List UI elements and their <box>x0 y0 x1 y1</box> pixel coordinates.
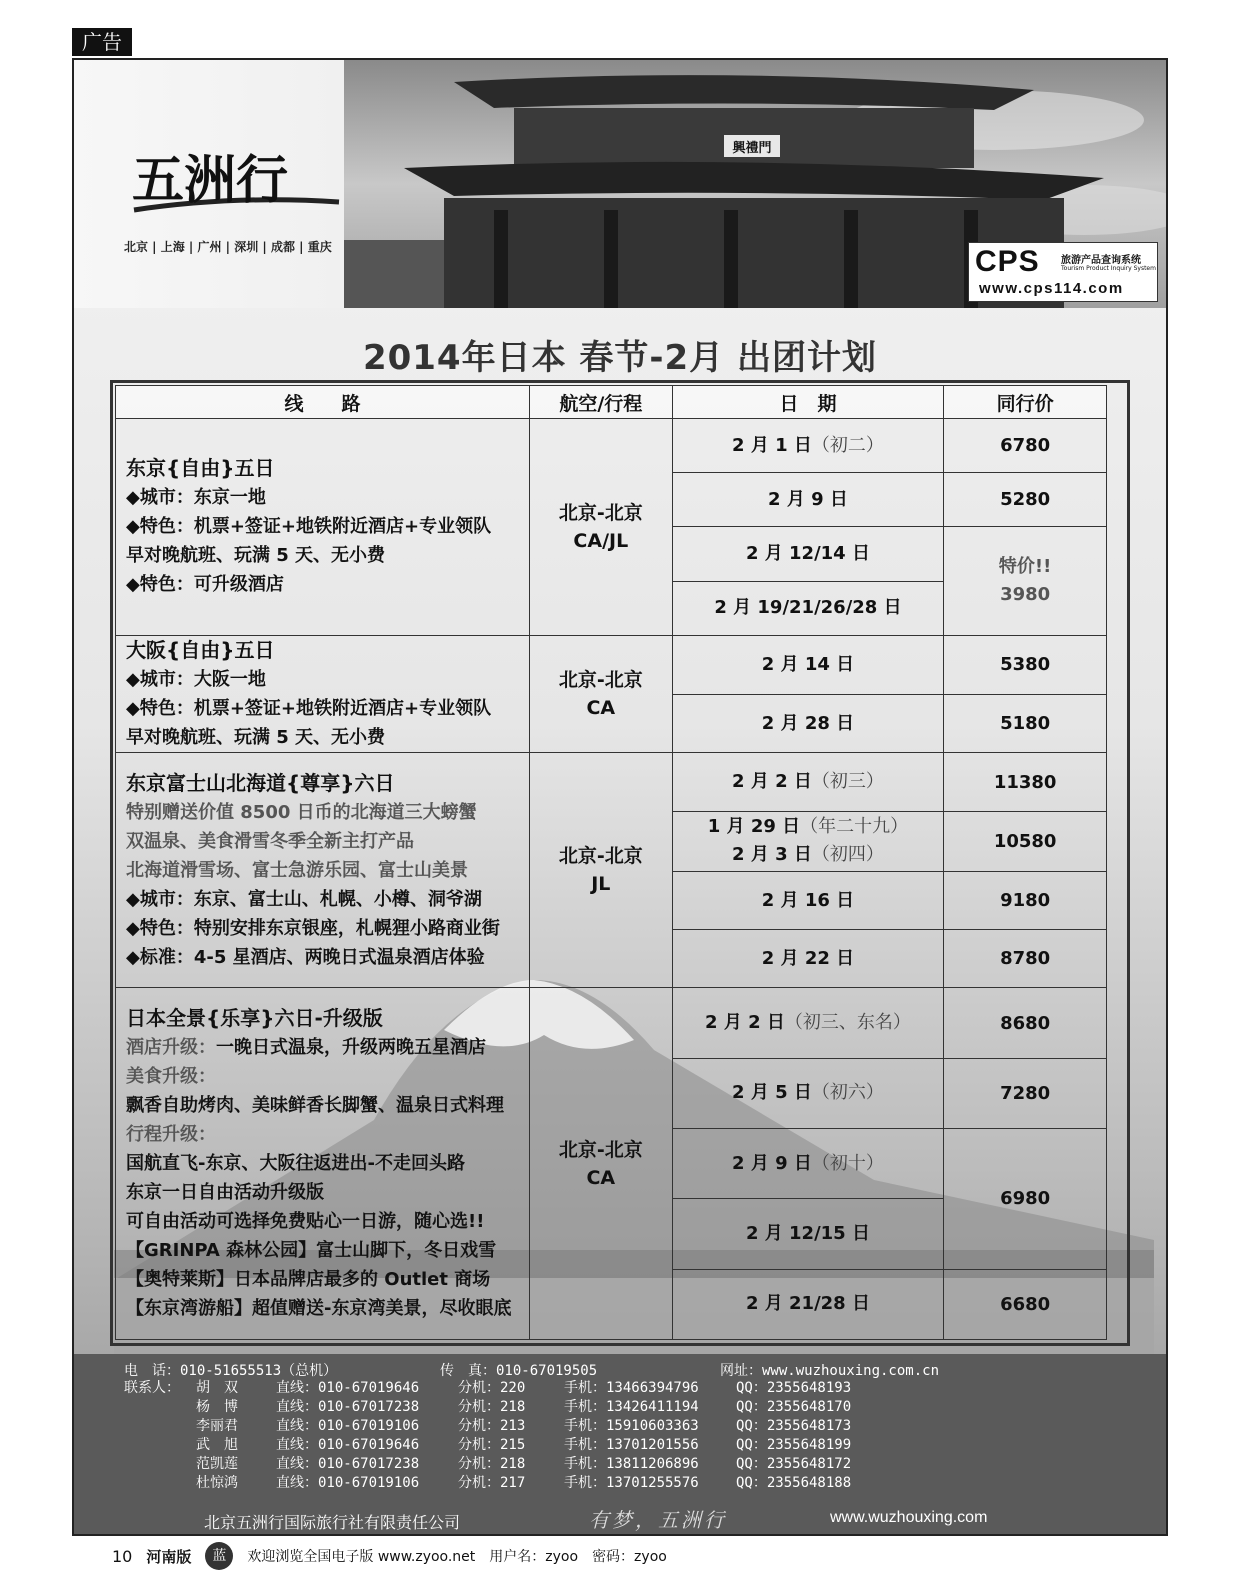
price-cell <box>944 1269 1107 1339</box>
route-line: ◆特色：可升级酒店 <box>126 574 284 596</box>
header-price: 同行价 <box>944 386 1107 419</box>
date-cell <box>672 635 944 694</box>
route-line: 双温泉、美食滑雪冬季全新主打产品 <box>126 830 414 852</box>
route-line: 可自由活动可选择免费贴心一日游，随心选!! <box>126 1211 485 1233</box>
route-line: ◆特色：特别安排东京银座，札幌狸小路商业街 <box>126 917 500 939</box>
route-line <box>126 1033 529 1062</box>
route-name: 日本全景{乐享}六日-升级版 <box>126 1006 383 1031</box>
date-text: 2 月 19/21/26/28 日 <box>714 597 902 619</box>
air-line: CA <box>586 697 616 720</box>
header-date: 日 期 <box>672 386 944 419</box>
date-cell <box>672 527 944 581</box>
route-line: 美食升级： <box>126 1066 216 1088</box>
contact-ext: 分机：218 <box>458 1456 526 1472</box>
special-price: 特价!! <box>998 556 1052 578</box>
contact-mobile: 手机：13811206896 <box>564 1456 699 1472</box>
route-cell <box>116 753 530 988</box>
route-name: 东京富士山北海道{尊享}六日 <box>126 770 395 795</box>
route-line: 国航直飞-东京、大阪往返进出-不走回头路 <box>126 1153 465 1175</box>
price-cell <box>944 930 1107 988</box>
price-value: 11380 <box>993 771 1057 793</box>
date-text: 2 月 28 日 <box>761 712 855 734</box>
price-cell <box>944 871 1107 929</box>
route-line: ◆特色：机票+签证+地铁附近酒店+专业领队 <box>126 698 492 720</box>
date-cell <box>672 871 944 929</box>
date-text: 2 月 9 日 <box>768 488 848 510</box>
contact-ext: 分机：218 <box>458 1399 526 1415</box>
route-line: 东京一日自由活动升级版 <box>126 1182 324 1204</box>
ad-frame <box>72 58 1168 1536</box>
price-value: 6680 <box>1000 1293 1051 1315</box>
air-line: JL <box>591 873 611 896</box>
contact-tel: 电 话：010-51655513（总机） <box>124 1363 338 1379</box>
ad-tag: 广告 <box>72 28 132 56</box>
price-value: 5380 <box>1000 654 1051 676</box>
route-cell <box>116 988 530 1340</box>
price-cell <box>944 694 1107 753</box>
contact-direct: 直线：010-67019106 <box>276 1475 420 1491</box>
footer-password: 密码：zyoo <box>592 1549 667 1565</box>
brand-cities: 北京 | 上海 | 广州 | 深圳 | 成都 | 重庆 <box>124 240 332 254</box>
table-row <box>116 419 1107 473</box>
contact-qq: QQ：2355648170 <box>736 1399 852 1415</box>
date-cell <box>672 581 944 635</box>
air-cell <box>529 419 672 636</box>
route-line-label: 酒店升级： <box>126 1037 216 1059</box>
route-line: 北海道滑雪场、富士急游乐园、富士山美景 <box>126 859 468 881</box>
route-cell <box>116 635 530 753</box>
price-value: 8780 <box>1000 948 1051 970</box>
air-cell <box>529 753 672 988</box>
contact-direct: 直线：010-67019646 <box>276 1380 420 1396</box>
edition: 河南版 <box>146 1547 192 1566</box>
price-value: 10580 <box>993 830 1057 852</box>
table-row <box>116 988 1107 1058</box>
table-row <box>116 753 1107 811</box>
cps-url[interactable]: www.cps114.com <box>979 280 1124 297</box>
contact-mobile: 手机：13701201556 <box>564 1437 699 1453</box>
date-text: 2 月 16 日 <box>761 889 855 911</box>
route-line-text: 一晚日式温泉，升级两晚五星酒店 <box>216 1037 486 1059</box>
date-cell <box>672 1058 944 1128</box>
contact-name: 李丽君 <box>196 1418 238 1434</box>
contact-qq: QQ：2355648172 <box>736 1456 852 1472</box>
date-cell <box>672 1199 944 1269</box>
tour-plan-table <box>110 380 1130 1346</box>
contact-qq: QQ：2355648173 <box>736 1418 852 1434</box>
contact-direct: 直线：010-67019106 <box>276 1418 420 1434</box>
date-cell <box>672 930 944 988</box>
price-cell <box>944 988 1107 1058</box>
date-text: 2 月 12/15 日 <box>745 1222 870 1244</box>
header-air: 航空/行程 <box>529 386 672 419</box>
contact-fax: 传 真：010-67019505 <box>440 1363 598 1379</box>
page-footer <box>112 1544 667 1568</box>
route-line: 【GRINPA 森林公园】富士山脚下，冬日戏雪 <box>126 1240 497 1262</box>
price-cell <box>944 1058 1107 1128</box>
cps-subtitle-en: Tourism Product Inquiry System <box>1061 265 1156 272</box>
date-text: 2 月 9 日 <box>732 1152 812 1174</box>
contact-web[interactable]: 网址：www.wuzhouxing.com.cn <box>720 1363 940 1379</box>
banner <box>74 60 1166 308</box>
date-text: 2 月 1 日 <box>732 434 812 456</box>
route-name: 东京{自由}五日 <box>126 456 275 481</box>
page-title: 2014年日本 春节-2月 出团计划 <box>362 338 878 378</box>
price-value: 9180 <box>1000 890 1051 912</box>
date-text: 2 月 12/14 日 <box>745 543 870 565</box>
edition-badge: 蓝 <box>205 1542 233 1570</box>
air-line: 北京-北京 <box>558 669 643 692</box>
table-row <box>116 635 1107 694</box>
page-number: 10 <box>112 1546 133 1566</box>
date-cell <box>672 1129 944 1199</box>
price-value: 7280 <box>1000 1082 1051 1104</box>
date-cell <box>672 753 944 811</box>
price-value: 8680 <box>1000 1012 1051 1034</box>
company-site[interactable]: www.wuzhouxing.com <box>830 1509 988 1526</box>
company-slogan: 有梦，五洲行 <box>589 1508 727 1532</box>
date-cell <box>672 1269 944 1339</box>
footer-welcome[interactable]: 欢迎浏览全国电子版 www.zyoo.net <box>247 1549 476 1565</box>
contact-mobile: 手机：13466394796 <box>564 1380 699 1396</box>
date-cell <box>672 988 944 1058</box>
price-value: 6780 <box>1000 435 1051 457</box>
contact-label: 联系人： <box>124 1380 180 1396</box>
air-line: 北京-北京 <box>558 501 643 524</box>
date-text: 2 月 3 日 <box>732 844 812 866</box>
special-price: 3980 <box>1000 584 1051 606</box>
price-cell <box>944 473 1107 527</box>
cps-logo: CPS <box>975 245 1040 278</box>
route-line: ◆特色：机票+签证+地铁附近酒店+专业领队 <box>126 516 492 538</box>
header-route: 线 路 <box>116 386 530 419</box>
date-note: （初六） <box>811 1082 884 1104</box>
route-line: 早对晚航班、玩满 5 天、无小费 <box>126 545 386 567</box>
contact-qq: QQ：2355648199 <box>736 1437 852 1453</box>
date-cell <box>672 694 944 753</box>
contact-direct: 直线：010-67017238 <box>276 1456 420 1472</box>
contact-mobile: 手机：13701255576 <box>564 1475 699 1491</box>
footer-user: 用户名：zyoo <box>489 1549 579 1565</box>
date-cell <box>672 419 944 473</box>
date-text: 2 月 21/28 日 <box>745 1293 870 1315</box>
contact-ext: 分机：220 <box>458 1380 526 1396</box>
date-text: 2 月 5 日 <box>732 1082 812 1104</box>
table-header <box>116 386 1107 419</box>
cps-subtitle: 旅游产品查询系统 <box>1061 255 1141 266</box>
svg-text:五洲行: 五洲行 <box>132 150 289 211</box>
price-cell <box>944 527 1107 635</box>
date-text: 1 月 29 日 <box>707 816 801 838</box>
price-value: 5180 <box>1000 713 1051 735</box>
contact-ext: 分机：217 <box>458 1475 526 1491</box>
price-value: 6980 <box>1000 1188 1051 1210</box>
route-cell <box>116 419 530 636</box>
price-value: 5280 <box>1000 489 1051 511</box>
contact-qq: QQ：2355648188 <box>736 1475 852 1491</box>
date-note: （初三） <box>811 771 884 793</box>
route-line: ◆城市：东京、富士山、札幌、小樽、洞爷湖 <box>126 888 482 910</box>
contact-name: 武 旭 <box>196 1437 238 1453</box>
contact-direct: 直线：010-67019646 <box>276 1437 420 1453</box>
contact-qq: QQ：2355648193 <box>736 1380 852 1396</box>
date-note: （初十） <box>811 1152 884 1174</box>
route-line: 早对晚航班、玩满 5 天、无小费 <box>126 727 386 749</box>
route-line: 飘香自助烤肉、美味鲜香长脚蟹、温泉日式料理 <box>126 1095 504 1117</box>
price-cell <box>944 635 1107 694</box>
contact-mobile: 手机：15910603363 <box>564 1418 699 1434</box>
date-note: （初二） <box>811 434 884 456</box>
contact-panel <box>74 1354 1166 1536</box>
date-cell <box>672 811 944 871</box>
date-text: 2 月 2 日 <box>732 771 812 793</box>
route-line: ◆标准：4-5 星酒店、两晚日式温泉酒店体验 <box>126 946 485 968</box>
air-line: 北京-北京 <box>558 845 643 868</box>
contact-name: 胡 双 <box>196 1380 238 1396</box>
price-cell <box>944 811 1107 871</box>
date-note: （初四） <box>811 844 884 866</box>
route-name: 大阪{自由}五日 <box>126 638 275 663</box>
svg-text:興禮門: 興禮門 <box>732 141 772 156</box>
contact-name: 杨 博 <box>196 1399 238 1415</box>
date-text: 2 月 22 日 <box>761 947 855 969</box>
route-line: 行程升级： <box>126 1124 216 1146</box>
air-line: CA/JL <box>573 529 629 552</box>
route-line: ◆城市：东京一地 <box>126 487 266 509</box>
price-cell <box>944 419 1107 473</box>
route-line: ◆城市：大阪一地 <box>126 669 266 691</box>
date-note: （初三、东名） <box>784 1012 911 1034</box>
cps-badge <box>968 242 1158 302</box>
date-text: 2 月 14 日 <box>761 653 855 675</box>
route-line: 【奥特莱斯】日本品牌店最多的 Outlet 商场 <box>126 1269 491 1291</box>
air-line: 北京-北京 <box>558 1138 643 1161</box>
contact-name: 杜惊鸿 <box>196 1475 238 1491</box>
route-line: 【东京湾游船】超值赠送-东京湾美景，尽收眼底 <box>126 1298 512 1320</box>
date-note: （年二十九） <box>800 816 909 838</box>
air-line: CA <box>586 1166 616 1189</box>
company-name: 北京五洲行国际旅行社有限责任公司 <box>204 1513 461 1532</box>
date-text: 2 月 2 日 <box>705 1012 785 1034</box>
price-cell <box>944 1129 1107 1270</box>
air-cell <box>529 635 672 753</box>
date-cell <box>672 473 944 527</box>
contact-ext: 分机：215 <box>458 1437 526 1453</box>
contact-name: 范凯莲 <box>196 1456 238 1472</box>
price-cell <box>944 753 1107 811</box>
contact-mobile: 手机：13426411194 <box>564 1399 699 1415</box>
contact-direct: 直线：010-67017238 <box>276 1399 420 1415</box>
air-cell <box>529 988 672 1340</box>
contact-ext: 分机：213 <box>458 1418 526 1434</box>
tour-table <box>115 385 1107 1340</box>
route-line: 特别赠送价值 8500 日币的北海道三大螃蟹 <box>126 801 477 823</box>
brand-logo <box>124 140 344 230</box>
